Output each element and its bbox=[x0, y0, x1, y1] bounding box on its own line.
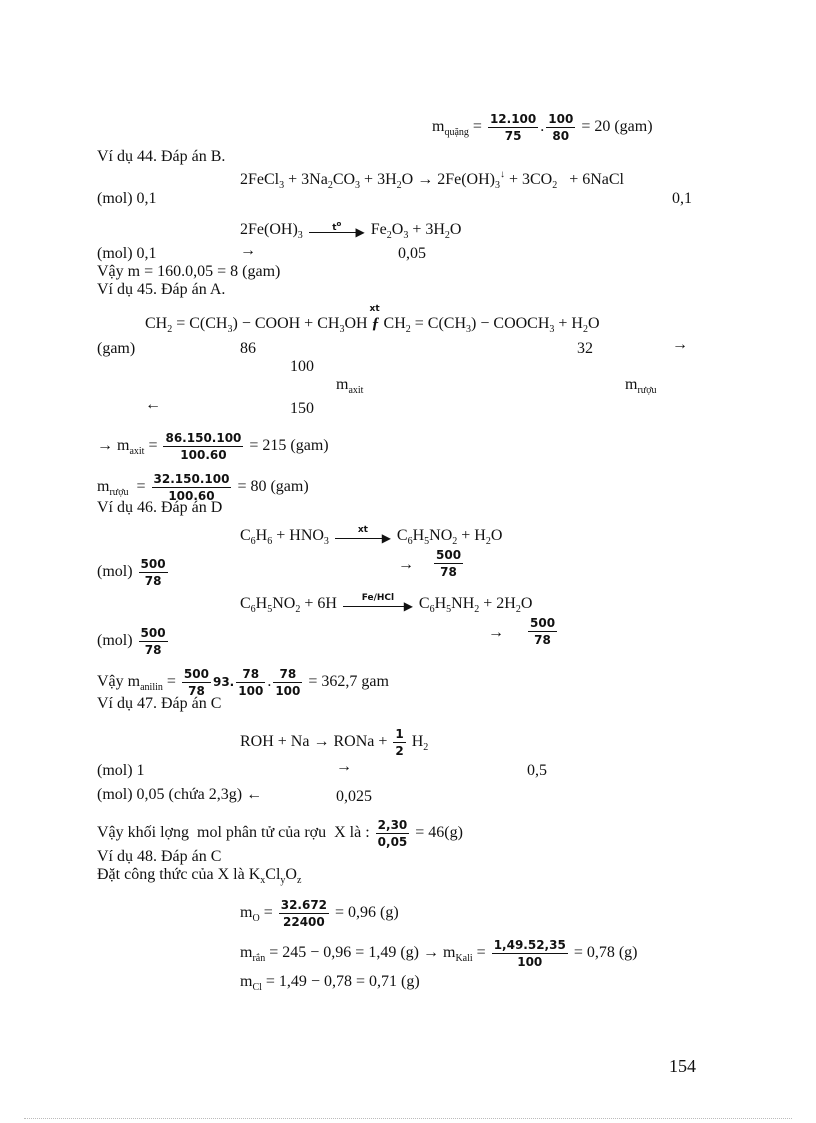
fraction: $\frac{78}{100}$ bbox=[275, 667, 301, 698]
example-44-title: Ví dụ 44. Đáp án B. bbox=[97, 148, 226, 165]
reaction-arrow-icon: xt ▶ bbox=[335, 527, 391, 545]
formula-m-ran: $m_{rắn} = 245 - 0,96 = 1,49$ $(g) \to m_{Kali}$ = $\frac{1,49.52,35}{100}$ = 0,78 (g) bbox=[240, 938, 638, 969]
gam-row-label: (gam) bbox=[97, 340, 136, 357]
value-150: 150 bbox=[290, 400, 314, 417]
precipitate-arrow-icon: ↓ bbox=[499, 169, 505, 180]
mol-row-1-right: 0,1 bbox=[672, 190, 692, 207]
fraction: $\frac{32.150.100}{100.60}$ bbox=[153, 472, 230, 503]
example-46-title: Ví dụ 46. Đáp án D bbox=[97, 499, 223, 516]
mol-row-3-right bbox=[432, 548, 465, 579]
example-45-title: Ví dụ 45. Đáp án A. bbox=[97, 281, 226, 298]
fraction: $\frac{2,30}{0,05}$ bbox=[377, 818, 408, 849]
fraction: $\frac{78}{100}$ bbox=[238, 667, 264, 698]
fraction: $\frac{1,49.52,35}{100}$ bbox=[493, 938, 566, 969]
arrow-icon: → bbox=[313, 733, 330, 751]
result-46: Vậy $m_{anilin}$ = $\frac{500}{78}$ 93. $\frac{78}{100}$ . $\frac{78}{100}$ = 362,7 gam bbox=[97, 667, 389, 698]
mol-row-4-right bbox=[526, 616, 559, 647]
fraction: $\frac{500}{78}$ bbox=[183, 667, 209, 698]
arrow-icon: → bbox=[336, 758, 352, 775]
arrow-icon: → bbox=[398, 556, 414, 573]
example-47-title: Ví dụ 47. Đáp án C bbox=[97, 695, 222, 712]
reaction-arrow-icon: $t^o$ ▶ bbox=[309, 221, 365, 239]
reaction-feoh3: $2Fe(OH)_3$ $t^o$ ▶ $Fe_2O_3 + 3H_2O$ bbox=[240, 220, 462, 241]
reaction-fecl3: 2FeCl$_3$ + $3Na_2CO_3 + 3H_2O \to 2Fe(OH)_3^↓ + 3CO_2$ + 6NaCl bbox=[240, 169, 624, 191]
fraction: $\frac{500}{78}$ bbox=[436, 548, 462, 579]
reaction-reduction: $C_6H_5NO_2 + 6H$ Fe/HCl ▶ $C_6H_5NH_2 + 2H_2O$ bbox=[240, 593, 533, 615]
gam-row-86: 86 bbox=[240, 340, 256, 357]
arrow-icon: → bbox=[240, 242, 256, 259]
fraction: $\frac{86.150.100}{100.60}$ bbox=[165, 431, 242, 462]
fraction: $\frac{12.100}{75}$ bbox=[489, 112, 537, 143]
arrow-icon: → bbox=[97, 437, 113, 455]
mol-row-4: (mol) $\frac{500}{78}$ bbox=[97, 626, 166, 657]
formula-m-axit: → $m_{axit}$ = $\frac{86.150.100}{100.60}$ = 215 (gam) bbox=[97, 431, 329, 462]
arrow-icon: → bbox=[417, 171, 434, 188]
reaction-esterification: $CH_2 = C(CH_3)$ − COOH + $CH_3OH$ xt ƒ $CH_2 = C(CH_3)$ − $COOCH_3 + H_2O$ bbox=[145, 304, 600, 335]
fraction: $\frac{500}{78}$ bbox=[530, 616, 556, 647]
footer-divider bbox=[24, 1118, 792, 1119]
fraction: $\frac{500}{78}$ bbox=[140, 557, 166, 588]
arrow-icon: → bbox=[672, 336, 688, 353]
arrow-left-icon: ← bbox=[145, 396, 161, 413]
value-100: 100 bbox=[290, 358, 314, 375]
result-44: Vậy m = 160.0,05 = 8 (gam) bbox=[97, 263, 281, 280]
example-48-title: Ví dụ 48. Đáp án C bbox=[97, 848, 222, 865]
reaction-roh-na: ROH + Na → RONa + $\frac{1}{2}$ $H_2$ bbox=[240, 727, 429, 758]
fraction: $\frac{32.672}{22400}$ bbox=[280, 898, 328, 929]
reaction-nitration: $C_6H_6 + HNO_3$ xt ▶ $C_6H_5NO_2 + H_2O$ bbox=[240, 525, 503, 547]
mol-row-3: (mol) $\frac{500}{78}$ bbox=[97, 557, 166, 588]
mol-row-5-left: (mol) 1 bbox=[97, 762, 145, 779]
arrow-left-icon: ← bbox=[246, 786, 263, 803]
mol-row-6-right: 0,025 bbox=[336, 788, 372, 805]
formula-setup: Đặt công thức của X là $K_xCl_yO_z$ bbox=[97, 866, 302, 886]
formula-m-cl: $m_{Cl} = 1,49 - 0,78 = 0,71$ (g) bbox=[240, 973, 420, 993]
equilibrium-arrow-icon: ƒ bbox=[371, 315, 380, 332]
label-m-ruou: $m_{rượu}$ bbox=[625, 376, 657, 396]
reaction-arrow-icon: Fe/HCl ▶ bbox=[343, 595, 413, 613]
fraction: $\frac{100}{80}$ bbox=[548, 112, 574, 143]
formula-m-ruou: $m_{rượu}$ = $\frac{32.150.100}{100.60}$ = 80 (gam) bbox=[97, 472, 309, 503]
mol-row-1-left: (mol) 0,1 bbox=[97, 190, 157, 207]
formula-m-quang: $m_{quặng}$ = $\frac{12.100}{75}$ . $\frac{100}{80}$ = 20 (gam) bbox=[432, 112, 653, 143]
mol-row-5-right: 0,5 bbox=[527, 762, 547, 779]
label-m-axit: $m_{axit}$ bbox=[336, 376, 364, 396]
mol-row-2-right: 0,05 bbox=[398, 245, 426, 262]
fraction: $\frac{500}{78}$ bbox=[140, 626, 166, 657]
result-47: Vậy khối lợng mol phân tử của rợu X là : $\frac{2,30}{0,05}$ = 46(g) bbox=[97, 818, 463, 849]
fraction: $\frac{1}{2}$ bbox=[395, 727, 404, 758]
mol-row-6-left: (mol) 0,05 (chứa 2,3g) ← bbox=[97, 786, 263, 803]
mol-row-2-left: (mol) 0,1 bbox=[97, 245, 157, 262]
arrow-icon: → bbox=[488, 624, 504, 641]
gam-row-32: 32 bbox=[577, 340, 593, 357]
formula-m-o: $m_O$ = $\frac{32.672}{22400}$ = 0,96 (g) bbox=[240, 898, 399, 929]
arrow-icon: → bbox=[422, 944, 439, 962]
page-number: 154 bbox=[669, 1056, 696, 1076]
